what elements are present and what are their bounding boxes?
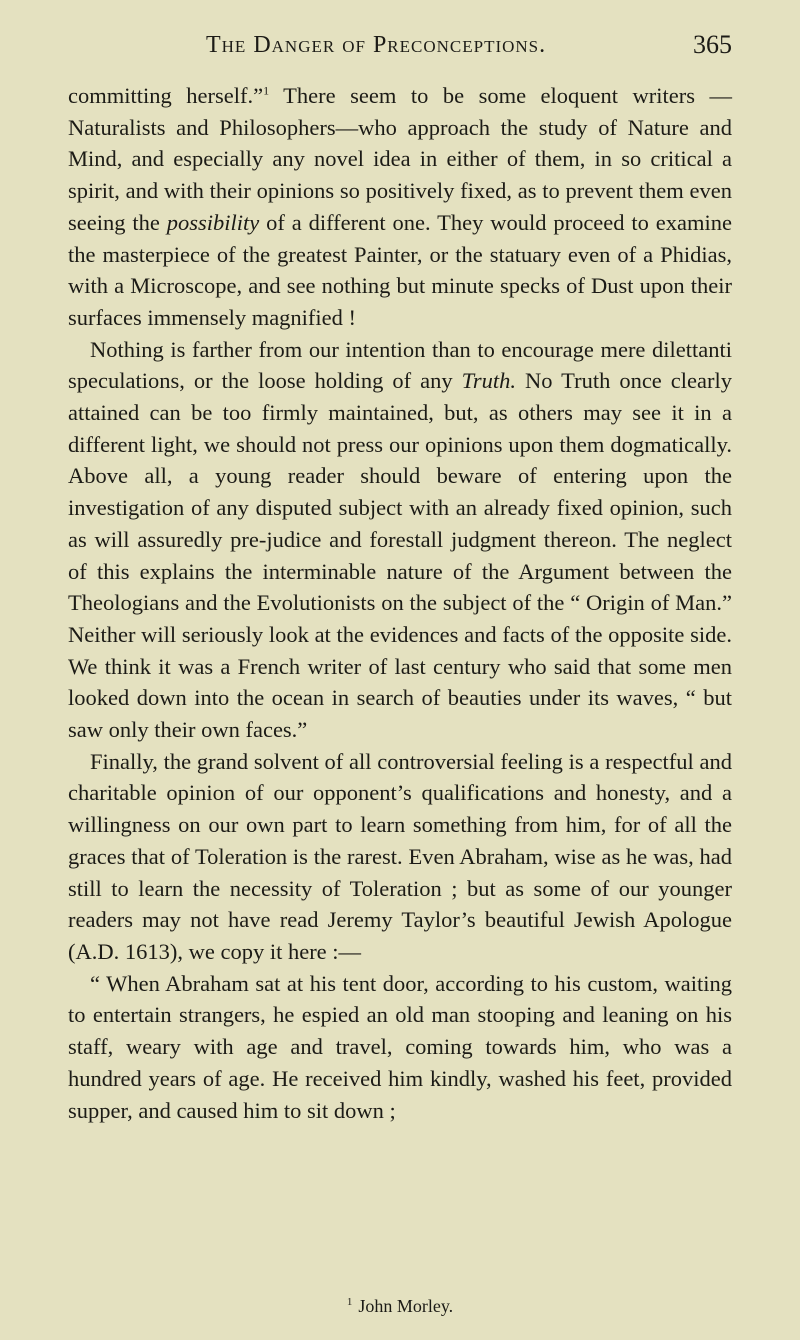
emphasized-word: possibility xyxy=(166,209,260,235)
paragraph-continuation xyxy=(68,80,732,334)
running-title: The Danger of Preconceptions. xyxy=(206,32,547,58)
quoted-apologue: “ When Abraham sat at his tent door, according to his custom, waiting to entertain strangers, he espied an old man stooping and leaning on his staff, weary with age and travel, coming towards him, who was a hundred years of age. He received him kindly, washed his feet, provided supper, and caused him to sit down ; xyxy=(68,970,732,1123)
footnote xyxy=(68,1296,732,1317)
footnote-mark: 1 xyxy=(346,1296,353,1308)
page-number: 365 xyxy=(693,30,732,59)
footnote-text: John Morley. xyxy=(358,1296,454,1316)
paragraph-truth xyxy=(68,334,732,746)
body-text xyxy=(68,80,732,1126)
paragraph-toleration: Finally, the grand solvent of all controversial feeling is a respectful and charitable opinion of our opponent’s qualifications and honesty, and a willingness on our own part to learn something from him, for of all the graces that of Toleration is the rarest. Even Abraham, wise as he was, had still to learn the necessity of Toleration ; but as some of our younger readers may not have read Jeremy Taylor’s beautiful Jewish Apologue (A.D. 1613), we copy it here :— xyxy=(68,748,732,964)
paragraph-text: No Truth once clearly attained can be too firmly maintained, but, as others may see it in a different light, we should not press our opinions upon them dogmatically. Above all, a young reader should beware of entering upon the investigation of any disputed subject with an already fixed opinion, such as will assuredly pre-judice and forestall judgment thereon. The neglect of this explains the interminable nature of the Argument between the Theologians and the Evolutionists on the subject of the “ Origin of Man.” Neither will seriously look at the evidences and facts of the opposite side. We think it was a French writer of last century who said that some men looked down into the ocean in search of beauties under its waves, “ but saw only their own faces.” xyxy=(68,368,733,743)
paragraph-text: There seem to be some eloquent writers —Naturalists and Philosophers—who approach the study of Nature and Mind, and especially any novel idea in either of them, in so critical a spirit, and with their opinions so positively fixed, as to prevent them even seeing the xyxy=(68,83,732,235)
emphasized-word: Truth. xyxy=(461,368,517,394)
paragraph-text: of a different one. They would proceed to examine the masterpiece of the greatest Painter, or the statuary even of a Phidias, with a Microscope, and see nothing but minute specks of Dust upon their surfaces immensely magnified ! xyxy=(68,209,732,330)
paragraph-text: committing herself.” xyxy=(68,83,264,108)
running-head xyxy=(68,28,732,68)
footnote-reference: 1 xyxy=(263,83,270,98)
paragraph-text: Nothing is farther from our intention than to encourage mere dilettanti speculations, or the loose holding of any xyxy=(68,336,732,394)
